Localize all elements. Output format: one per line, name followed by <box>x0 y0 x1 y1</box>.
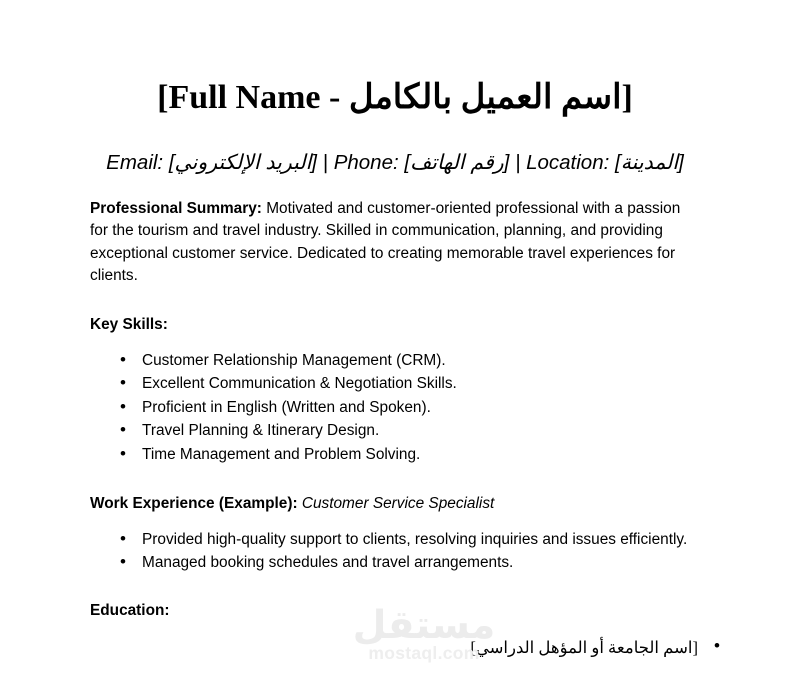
list-item: • Travel Planning & Itinerary Design. <box>90 420 698 443</box>
watermark-domain-text: mostaql.com <box>368 643 480 663</box>
education-heading: Education: <box>90 602 170 620</box>
education-indent <box>90 622 698 663</box>
document-body <box>0 176 790 661</box>
list-item: • Provided high-quality support to clients, resolving inquiries and issues efficiently. <box>90 529 698 552</box>
education-list <box>128 622 698 663</box>
work-experience-list <box>90 515 698 574</box>
key-skills-list <box>90 336 698 467</box>
professional-summary-label: Professional Summary: <box>90 199 262 217</box>
contact-info-line: Email: [البريد الإلكتروني] | Phone: [رقم الهاتف] | Location: [المدينة] <box>106 151 684 175</box>
work-experience-label: Work Experience (Example): <box>90 495 298 513</box>
work-experience-heading <box>90 467 698 515</box>
list-item: • [اسم الجامعة أو المؤهل الدراسي] <box>450 636 698 660</box>
key-skills-heading: Key Skills: <box>90 315 168 333</box>
list-item: • Proficient in English (Written and Spoken). <box>90 397 698 420</box>
list-item: • Time Management and Problem Solving. <box>90 444 698 467</box>
watermark-arabic-logo: مستقل <box>352 603 496 648</box>
professional-summary-paragraph <box>90 176 698 288</box>
work-experience-role: Customer Service Specialist <box>297 495 495 513</box>
list-item: • Excellent Communication & Negotiation Skills. <box>90 373 698 396</box>
professional-summary-text: Motivated and customer-oriented professional with a passion for the tourism and travel industry. Skilled in communication, planning, and providing exceptional customer service. Dedicated to creating memorable travel experiences for clients. <box>90 199 681 285</box>
list-item: • Customer Relationship Management (CRM). <box>90 350 698 373</box>
list-item: • Managed booking schedules and travel arrangements. <box>90 552 698 575</box>
page-title: [اسم العميل بالكامل - Full Name] <box>157 79 633 116</box>
